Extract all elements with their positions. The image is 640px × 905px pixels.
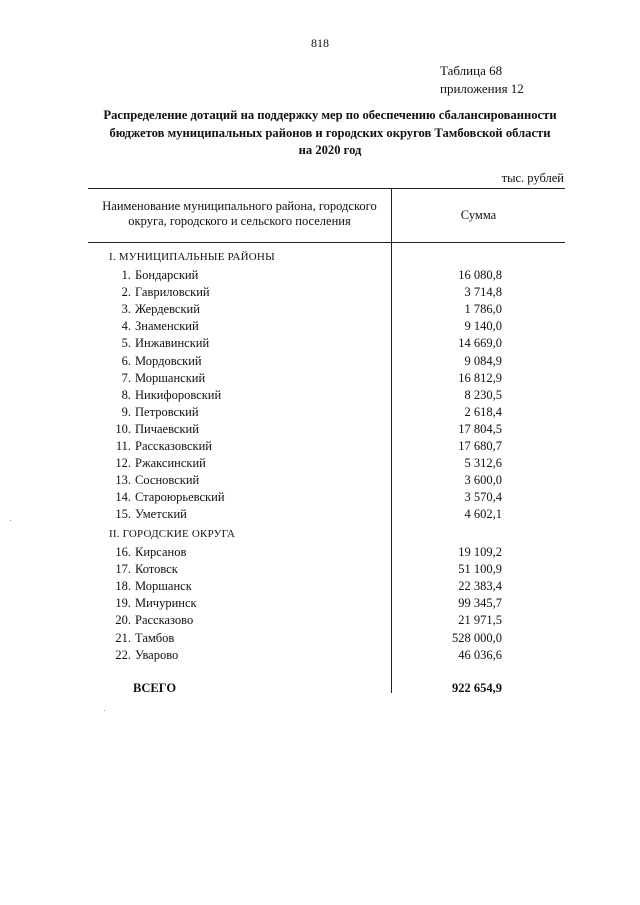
row-value: 9 140,0 — [464, 319, 502, 334]
row-name: Пичаевский — [135, 421, 199, 436]
units-label: тыс. рублей — [501, 171, 564, 185]
row-value: 3 714,8 — [464, 285, 502, 300]
row-name: Гавриловский — [135, 285, 210, 300]
row-name: Моршанск — [135, 579, 192, 594]
row-value: 51 100,9 — [458, 562, 502, 577]
row-name: Сосновский — [135, 473, 200, 488]
row-number: 7. — [121, 370, 131, 385]
row-name: Ржаксинский — [135, 456, 206, 471]
row-name: Уметский — [135, 507, 187, 522]
row-name: Рассказово — [135, 613, 194, 628]
row-name: Староюрьевский — [135, 490, 225, 505]
row-value: 3 570,4 — [464, 490, 502, 505]
row-number: 2. — [121, 285, 131, 300]
table-row — [88, 302, 565, 319]
row-value: 19 109,2 — [458, 545, 502, 559]
row-name: Тамбов — [135, 630, 175, 645]
row-number: 1. — [121, 268, 131, 282]
table-top-border — [88, 188, 565, 189]
row-number: 5. — [121, 336, 131, 351]
row-number: 13. — [115, 473, 131, 488]
row-number: 8. — [121, 387, 131, 402]
row-number: 22. — [115, 647, 131, 662]
document-title — [85, 107, 575, 160]
row-value: 16 812,9 — [458, 370, 502, 385]
row-name: Рассказовский — [135, 439, 212, 453]
scan-speck — [10, 520, 11, 521]
row-value: 99 345,7 — [458, 596, 502, 611]
row-value: 9 084,9 — [464, 353, 502, 368]
table-row — [88, 490, 565, 507]
row-value: 8 230,5 — [464, 387, 502, 402]
row-name: Жердевский — [135, 302, 200, 317]
row-name: Уварово — [135, 647, 179, 662]
row-number: 18. — [115, 579, 131, 594]
row-value: 1 786,0 — [464, 302, 502, 317]
row-number: 4. — [121, 319, 131, 334]
column-header-sum: Сумма — [460, 208, 497, 222]
section-title: II. ГОРОДСКИЕ ОКРУГА — [109, 528, 236, 540]
row-number: 21. — [115, 630, 131, 645]
table-row — [88, 648, 565, 665]
table-row — [88, 613, 565, 630]
row-value: 21 971,5 — [458, 613, 502, 628]
column-header-name: Наименование муниципального района, городского округа, городского и сельского поселения — [102, 199, 377, 228]
row-number: 20. — [115, 613, 131, 628]
table-row — [88, 354, 565, 371]
row-value: 22 383,4 — [458, 579, 502, 594]
table-row — [88, 631, 565, 648]
table-row — [88, 439, 565, 456]
row-value: 17 680,7 — [458, 439, 502, 453]
table-row — [88, 285, 565, 302]
table-row — [88, 507, 565, 524]
title-line-2: бюджетов муниципальных районов и городских округов Тамбовской области — [109, 125, 551, 140]
row-number: 17. — [115, 562, 131, 577]
row-name: Мордовский — [135, 353, 202, 368]
row-number: 10. — [115, 421, 131, 436]
row-name: Мичуринск — [135, 596, 197, 611]
table-number: Таблица 68 — [440, 63, 503, 78]
row-value: 46 036,6 — [458, 647, 502, 662]
table-row — [88, 596, 565, 613]
row-number: 14. — [115, 490, 131, 505]
row-number: 6. — [121, 353, 131, 368]
table-row — [88, 579, 565, 596]
table-row — [88, 405, 565, 422]
row-value: 528 000,0 — [452, 630, 502, 645]
row-name: Кирсанов — [135, 545, 187, 559]
row-name: Инжавинский — [135, 336, 210, 351]
table-row — [88, 456, 565, 473]
row-name: Моршанский — [135, 370, 206, 385]
total-value: 922 654,9 — [452, 681, 502, 695]
total-label: ВСЕГО — [133, 681, 177, 695]
row-name: Знаменский — [135, 319, 199, 334]
row-value: 4 602,1 — [464, 507, 502, 522]
row-value: 17 804,5 — [458, 421, 502, 436]
table-reference — [440, 62, 524, 98]
row-number: 9. — [121, 404, 131, 419]
table-row — [88, 371, 565, 388]
row-value: 3 600,0 — [464, 473, 502, 488]
table-row — [88, 562, 565, 579]
row-number: 16. — [115, 545, 131, 559]
row-name: Петровский — [135, 404, 199, 419]
section-title: I. МУНИЦИПАЛЬНЫЕ РАЙОНЫ — [109, 251, 275, 263]
title-line-3: на 2020 год — [298, 143, 362, 157]
table-row — [88, 336, 565, 353]
table-row — [88, 388, 565, 405]
row-number: 3. — [121, 302, 131, 317]
row-name: Бондарский — [135, 268, 199, 282]
table-row — [88, 422, 565, 439]
row-name: Котовск — [135, 562, 178, 577]
header-bottom-border — [88, 242, 565, 243]
table-row — [88, 319, 565, 336]
row-number: 11. — [115, 439, 131, 453]
row-number: 15. — [115, 507, 131, 522]
title-line-1: Распределение дотаций на поддержку мер по обеспечению сбалансированности — [103, 108, 557, 122]
page-number: 818 — [311, 36, 329, 50]
table-row — [88, 545, 565, 562]
row-name: Никифоровский — [135, 387, 222, 402]
row-value: 5 312,6 — [464, 456, 502, 471]
row-value: 14 669,0 — [458, 336, 502, 351]
scan-speck — [104, 710, 105, 711]
appendix-reference: приложения 12 — [440, 81, 524, 96]
row-value: 2 618,4 — [464, 404, 502, 419]
row-number: 19. — [115, 596, 131, 611]
table-row — [88, 268, 565, 285]
row-number: 12. — [115, 456, 131, 471]
row-value: 16 080,8 — [458, 268, 502, 282]
table-row — [88, 473, 565, 490]
